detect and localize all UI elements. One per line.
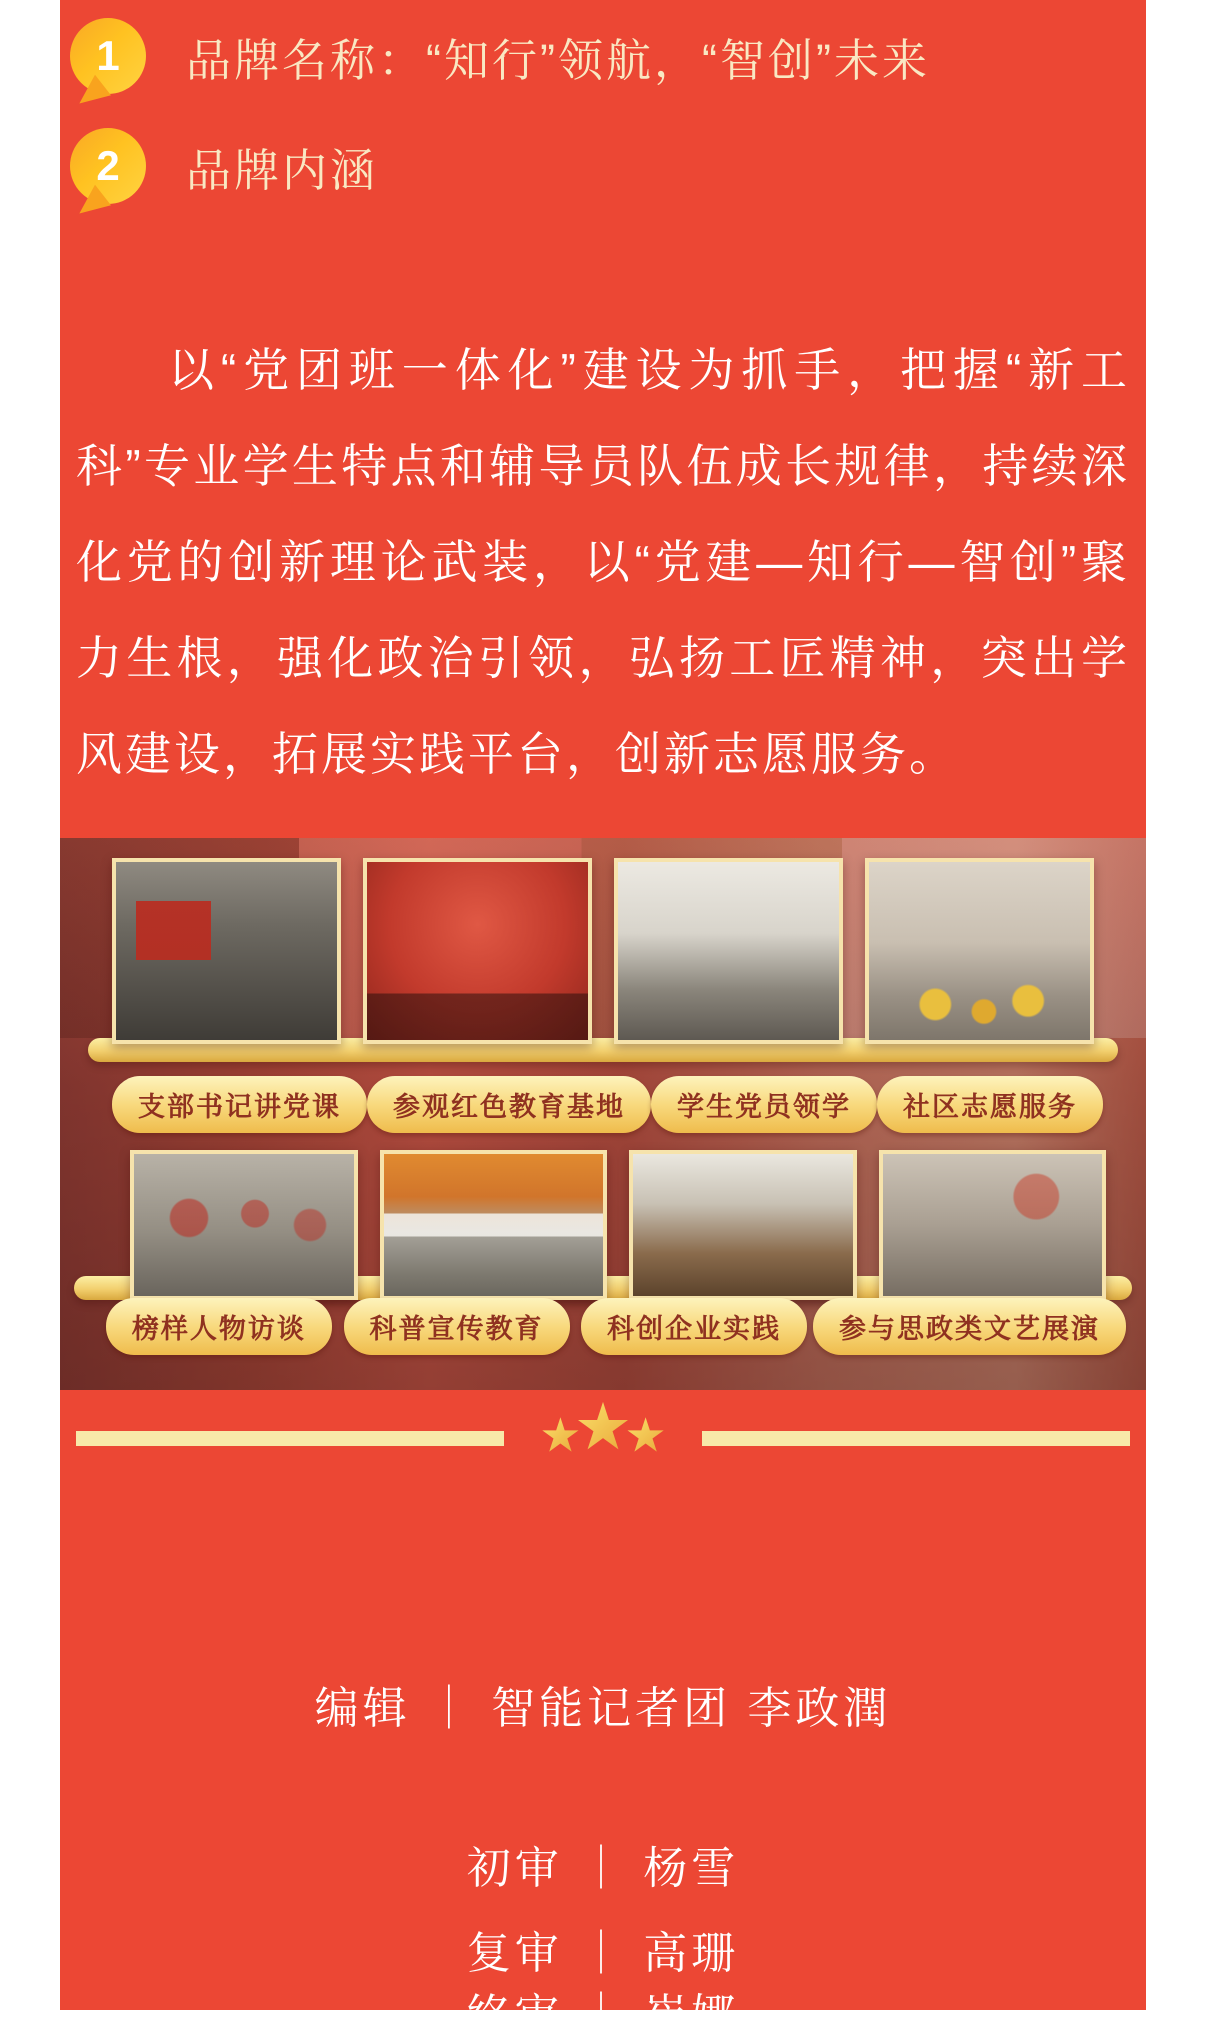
caption-cell [651, 1076, 877, 1133]
caption-cell [877, 1076, 1103, 1133]
gallery-caption: 科普宣传教育 [344, 1298, 570, 1355]
gallery-row-1 [112, 858, 1094, 1044]
photo-gallery [60, 838, 1146, 1390]
article-sheet [60, 0, 1146, 2040]
intro-paragraph: 以“党团班一体化”建设为抓手，把握“新工科”专业学生特点和辅导员队伍成长规律，持续深化党的创新理论武装，以“党建—知行—智创”聚力生根，强化政治引领，弘扬工匠精神，突出学风建设，拓展实践平台，创新志愿服务。 [76, 344, 1130, 780]
gallery-photo-community-service[interactable] [865, 858, 1094, 1044]
heading-brand-name [70, 18, 930, 94]
heading-brand-name-label: 品牌名称：“知行”领航，“智创”未来 [186, 34, 930, 86]
star-divider [60, 1398, 1146, 1458]
caption-cell [112, 1076, 367, 1133]
caption-cell [367, 1076, 651, 1133]
gallery-photo-role-model-interview[interactable] [130, 1150, 358, 1300]
gallery-caption: 参与思政类文艺展演 [813, 1298, 1126, 1355]
gallery-caption: 学生党员领学 [651, 1076, 877, 1133]
three-stars-icon [518, 1400, 688, 1458]
credit-first-review: 初审 ｜ 杨雪 [466, 1844, 740, 1893]
credit-editor: 编辑 ｜ 智能记者团 李政潤 [314, 1684, 892, 1733]
caption-cell [575, 1298, 813, 1355]
gallery-row-2 [130, 1150, 1106, 1300]
gallery-caption-row-1 [112, 1076, 1094, 1133]
gallery-caption: 社区志愿服务 [877, 1076, 1103, 1133]
heading-brand-meaning [70, 128, 378, 204]
credit-final-review: 终审 ｜ 崔娜 [466, 1991, 740, 2040]
divider-bar-left [76, 1431, 504, 1446]
gallery-caption-row-2 [100, 1298, 1126, 1355]
caption-cell [338, 1298, 576, 1355]
badge-2-number: 2 [96, 142, 120, 189]
caption-cell [813, 1298, 1126, 1355]
gallery-photo-party-lecture[interactable] [112, 858, 341, 1044]
gallery-photo-red-education-base[interactable] [363, 858, 592, 1044]
badge-2 [70, 128, 146, 204]
caption-cell [100, 1298, 338, 1355]
credit-second-review: 复审 ｜ 高珊 [466, 1929, 740, 1978]
gallery-photo-science-outreach[interactable] [380, 1150, 608, 1300]
gallery-caption: 榜样人物访谈 [106, 1298, 332, 1355]
gallery-photo-student-study[interactable] [614, 858, 843, 1044]
gallery-photo-enterprise-practice[interactable] [629, 1150, 857, 1300]
gallery-caption: 支部书记讲党课 [112, 1076, 367, 1133]
badge-1-number: 1 [96, 32, 120, 79]
gallery-photo-art-performance[interactable] [879, 1150, 1107, 1300]
badge-1 [70, 18, 146, 94]
divider-bar-right [702, 1431, 1130, 1446]
gallery-caption: 科创企业实践 [581, 1298, 807, 1355]
heading-brand-meaning-label: 品牌内涵 [186, 144, 379, 196]
gallery-caption: 参观红色教育基地 [367, 1076, 651, 1133]
